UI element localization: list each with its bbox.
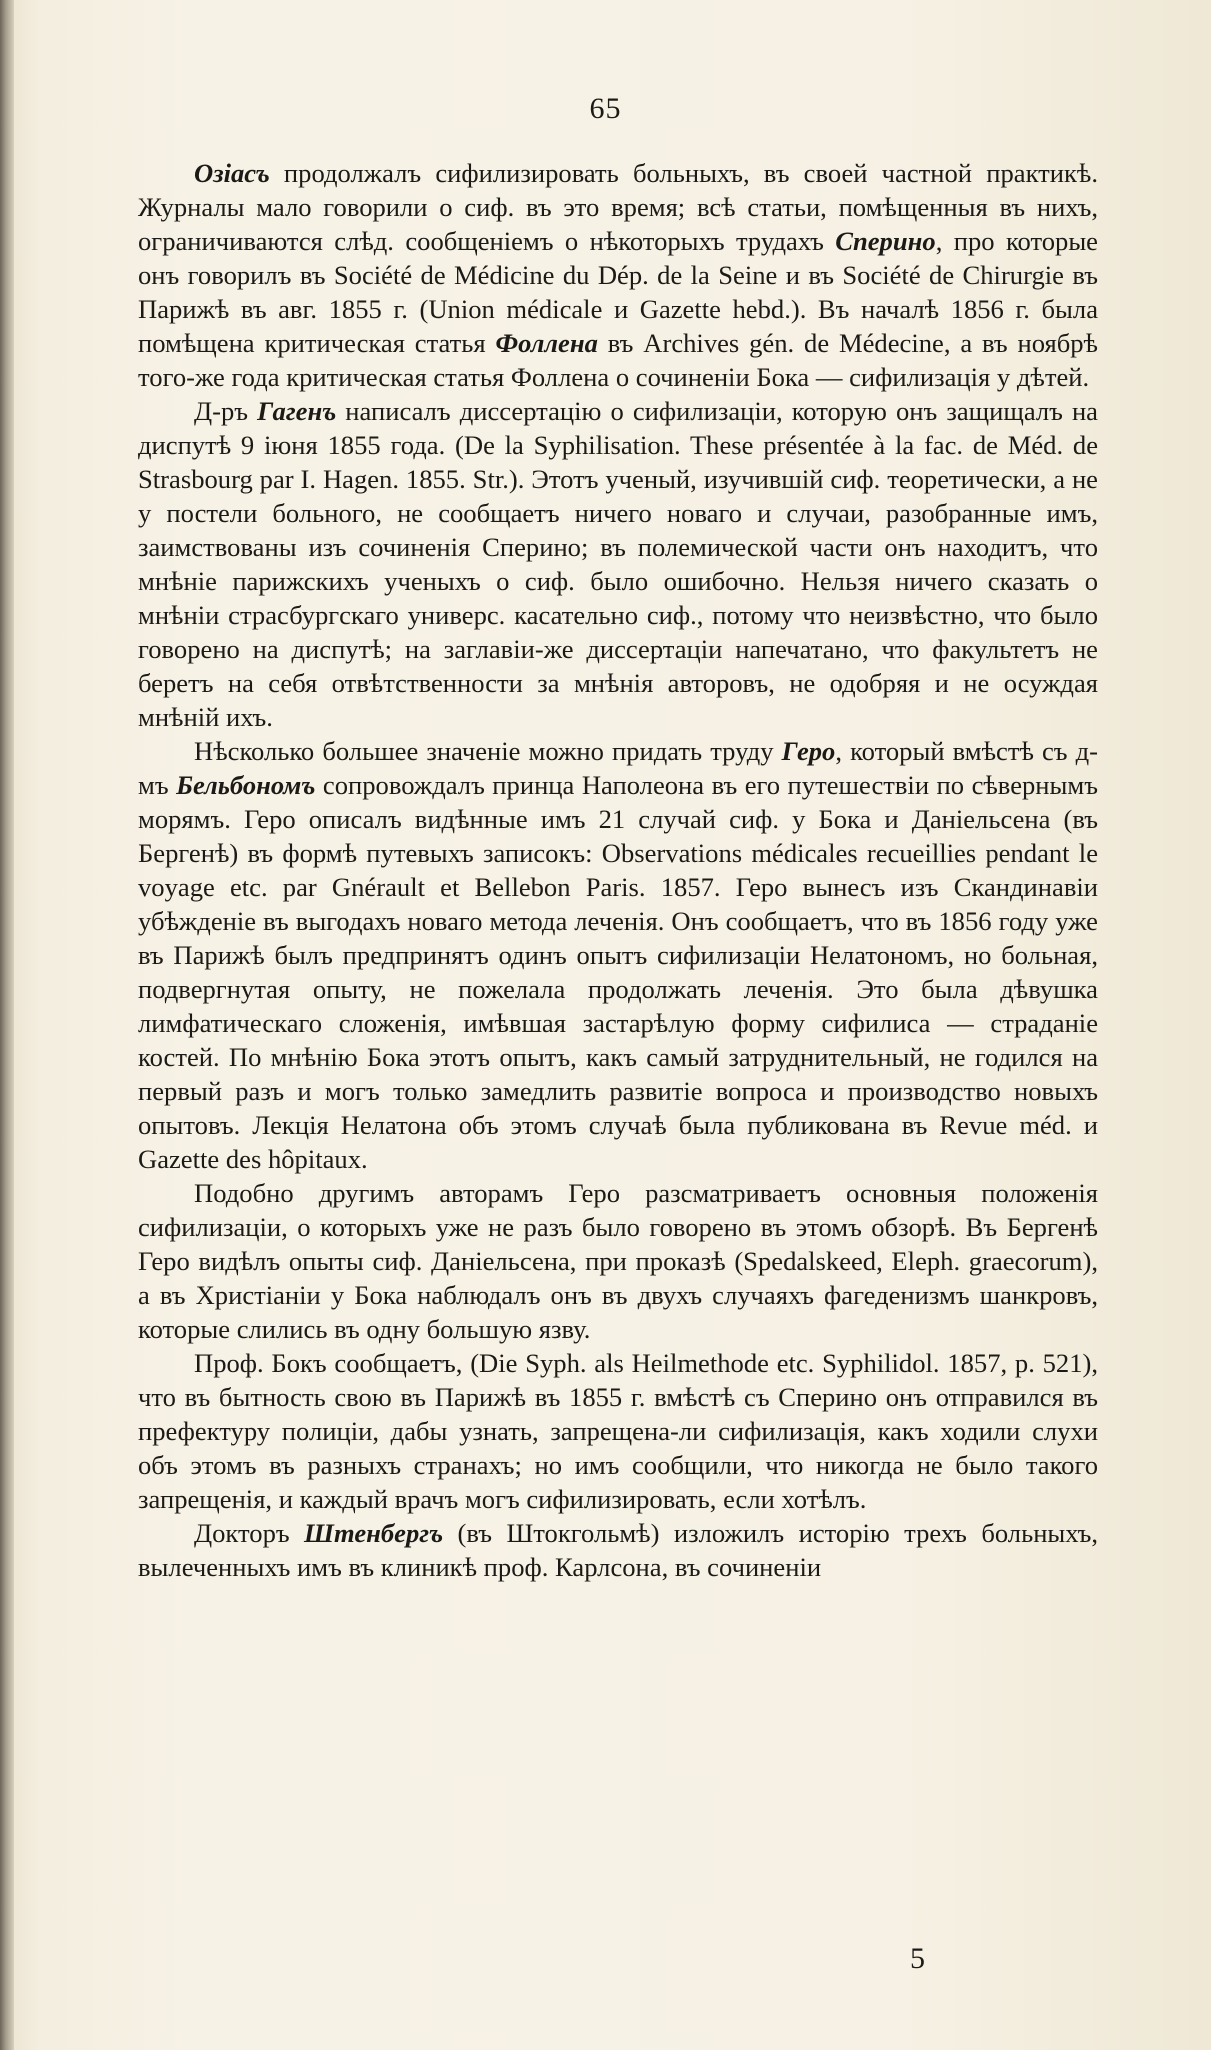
emphasized-name: Сперино xyxy=(835,226,936,256)
paragraph xyxy=(138,394,1098,734)
text-run: продолжалъ сифилизировать больныхъ, въ своей частной практикѣ. Журналы мало говорили о сиф. въ это время; всѣ статьи, помѣщенныя въ нихъ, ограничиваются слѣд. сообщенiемъ о нѣкоторыхъ трудахъ xyxy=(138,158,1098,256)
signature-mark: 5 xyxy=(910,1942,925,1975)
paragraph xyxy=(138,156,1098,394)
paragraph xyxy=(138,1516,1098,1584)
text-run: сопровождалъ принца Наполеона въ его путешествiи по сѣвернымъ морямъ. Геро описалъ видѣнные имъ 21 случай сиф. у Бока и Данiельсена (въ Бергенѣ) въ формѣ путевыхъ записокъ: Observations médicales recueillies pendant le voyage etc. par Gnérault et Bellebon Paris. 1857. Геро вынесъ изъ Скандинавiи убѣжденiе въ выгодахъ новаго метода леченiя. Онъ сообщаетъ, что въ 1856 году уже въ Парижѣ былъ предпринятъ одинъ опытъ сифилизацiи Нелатономъ, но больная, подвергнутая опыту, не пожелала продолжать леченiя. Это была дѣвушка лимфатическаго сложенiя, имѣвшая застарѣлую форму сифилиса — страданiе костей. По мнѣнiю Бока этотъ опытъ, какъ самый затруднительный, не годился на первый разъ и могъ только замедлить развитiе вопроса и производство новыхъ опытовъ. Лекцiя Нелатона объ этомъ случаѣ была публикована въ Revue méd. и Gazette des hôpitaux. xyxy=(138,770,1098,1174)
emphasized-name: Штенбергъ xyxy=(304,1518,444,1548)
book-spine-shadow xyxy=(0,0,14,2050)
emphasized-name: Озiасъ xyxy=(194,158,270,188)
text-run: Д-ръ xyxy=(194,396,258,426)
emphasized-name: Геро xyxy=(781,736,836,766)
emphasized-name: Фоллена xyxy=(495,328,598,358)
emphasized-name: Гагенъ xyxy=(257,396,337,426)
text-run: написалъ диссертацiю о сифилизацiи, которую онъ защищалъ на диспутѣ 9 iюня 1855 года. (De la Syphilisation. These présentée à la fac. de Méd. de Strasbourg par I. Hagen. 1855. Str.). Этотъ ученый, изучившiй сиф. теоретически, а не у постели больного, не сообщаетъ ничего новаго и случаи, разобранные имъ, заимствованы изъ сочиненiя Сперино; въ полемической части онъ находитъ, что мнѣнiе парижскихъ ученыхъ о сиф. было ошибочно. Нельзя ничего сказать о мнѣнiи страсбургскаго универс. касательно сиф., потому что неизвѣстно, что было говорено на диспутѣ; на заглавiи-же диссертацiи напечатано, что факультетъ не беретъ на себя отвѣтственности за мнѣнiя авторовъ, не одобряя и не осуждая мнѣнiй ихъ. xyxy=(138,396,1098,732)
page-number: 65 xyxy=(589,92,622,125)
text-run: , который вмѣстѣ съ д-мъ xyxy=(138,736,1098,800)
text-run: Подобно другимъ авторамъ Геро разсматриваетъ основныя положенiя сифилизацiи, о которыхъ уже не разъ было говорено въ этомъ обзорѣ. Въ Бергенѣ Геро видѣлъ опыты сиф. Данiельсена, при проказѣ (Spedalskeed, Eleph. graecorum), а въ Христiанiи у Бока наблюдалъ онъ въ двухъ случаяхъ фагеденизмъ шанкровъ, которые слились въ одну большую язву. xyxy=(138,1178,1098,1344)
paragraph xyxy=(138,1176,1098,1346)
emphasized-name: Бельбономъ xyxy=(176,770,316,800)
body-text xyxy=(138,156,1098,1584)
text-run: , про которые онъ говорилъ въ Société de Médicine du Dép. de la Seine и въ Société de Chirurgie въ Парижѣ въ авг. 1855 г. (Union médicale и Gazette hebd.). Въ началѣ 1856 г. была помѣщена критическая статья xyxy=(138,226,1098,358)
text-run: Докторъ xyxy=(194,1518,305,1548)
text-run: (въ Штокгольмѣ) изложилъ исторiю трехъ больныхъ, вылеченныхъ имъ въ клиникѣ проф. Карлсона, въ сочиненiи xyxy=(138,1518,1098,1582)
text-run: въ Archives gén. de Médecine, а въ ноябрѣ того-же года критическая статья Фоллена о сочиненiи Бока — сифилизацiя у дѣтей. xyxy=(138,328,1098,392)
text-run: Проф. Бокъ сообщаетъ, (Die Syph. als Heilmethode etc. Syphilidol. 1857, p. 521), что въ бытность свою въ Парижѣ въ 1855 г. вмѣстѣ съ Сперино онъ отправился въ префектуру полицiи, дабы узнать, запрещена-ли сифилизацiя, какъ ходили слухи объ этомъ въ разныхъ странахъ; но имъ сообщили, что никогда не было такого запрещенiя, и каждый врачъ могъ сифилизировать, если хотѣлъ. xyxy=(138,1348,1098,1514)
paragraph xyxy=(138,1346,1098,1516)
text-run: Нѣсколько большее значенiе можно придать труду xyxy=(194,736,782,766)
paragraph xyxy=(138,734,1098,1176)
